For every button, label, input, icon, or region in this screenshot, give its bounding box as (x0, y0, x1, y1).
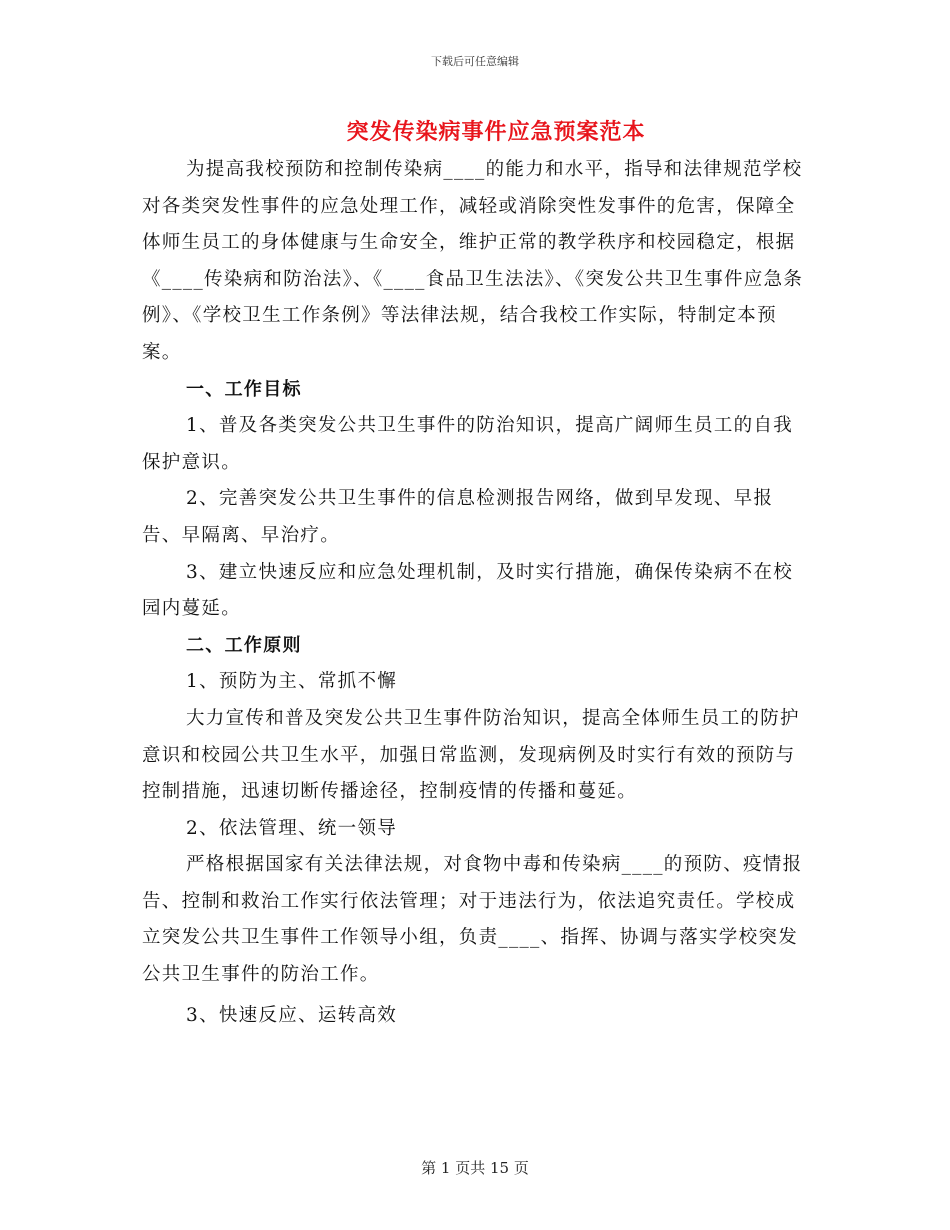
principle-paragraph-2: 严格根据国家有关法律法规，对食物中毒和传染病____的预防、疫情报告、控制和救治工作实行依法管理；对于违法行为，依法追究责任。学校成立突发公共卫生事件工作领导小组，负责____、指挥、协调与落实学校突发公共卫生事件的防治工作。 (142, 854, 803, 986)
intro-paragraph: 为提高我校预防和控制传染病____的能力和水平，指导和法律规范学校对各类突发性事件的应急处理工作，减轻或消除突性发事件的危害，保障全体师生员工的身体健康与生命安全，维护正常的教学秩序和校园稳定，根据《____传染病和防治法》、《____食品卫生法法》、《突发公共卫生事件应急条例》、《学校卫生工作条例》等法律法规，结合我校工作实际，特制定本预案。 (142, 159, 804, 363)
principle-heading-3: 3、快速反应、运转高效 (186, 1004, 398, 1026)
goal-item-2: 2、完善突发公共卫生事件的信息检测报告网络，做到早发现、早报告、早隔离、早治疗。 (142, 488, 774, 546)
section-heading-principles: 二、工作原则 (186, 634, 302, 656)
document-title: 突发传染病事件应急预案范本 (346, 120, 646, 145)
page-header: 下载后可任意编辑 (431, 55, 519, 68)
goal-item-3: 3、建立快速反应和应急处理机制，及时实行措施，确保传染病不在校园内蔓延。 (142, 561, 794, 620)
goal-item-1: 1、普及各类突发公共卫生事件的防治知识，提高广阔师生员工的自我保护意识。 (142, 415, 794, 473)
principle-paragraph-1: 大力宣传和普及突发公共卫生事件防治知识，提高全体师生员工的防护意识和校园公共卫生水平，加强日常监测，发现病例及时实行有效的预防与控制措施，迅速切断传播途径，控制疫情的传播和蔓延。 (142, 707, 800, 803)
principle-heading-2: 2、依法管理、统一领导 (186, 817, 398, 839)
page-footer: 第 1 页共 15 页 (421, 1159, 529, 1177)
section-heading-goals: 一、工作目标 (186, 378, 302, 400)
document-body (142, 152, 808, 1034)
principle-heading-1: 1、预防为主、常抓不懈 (186, 671, 398, 693)
